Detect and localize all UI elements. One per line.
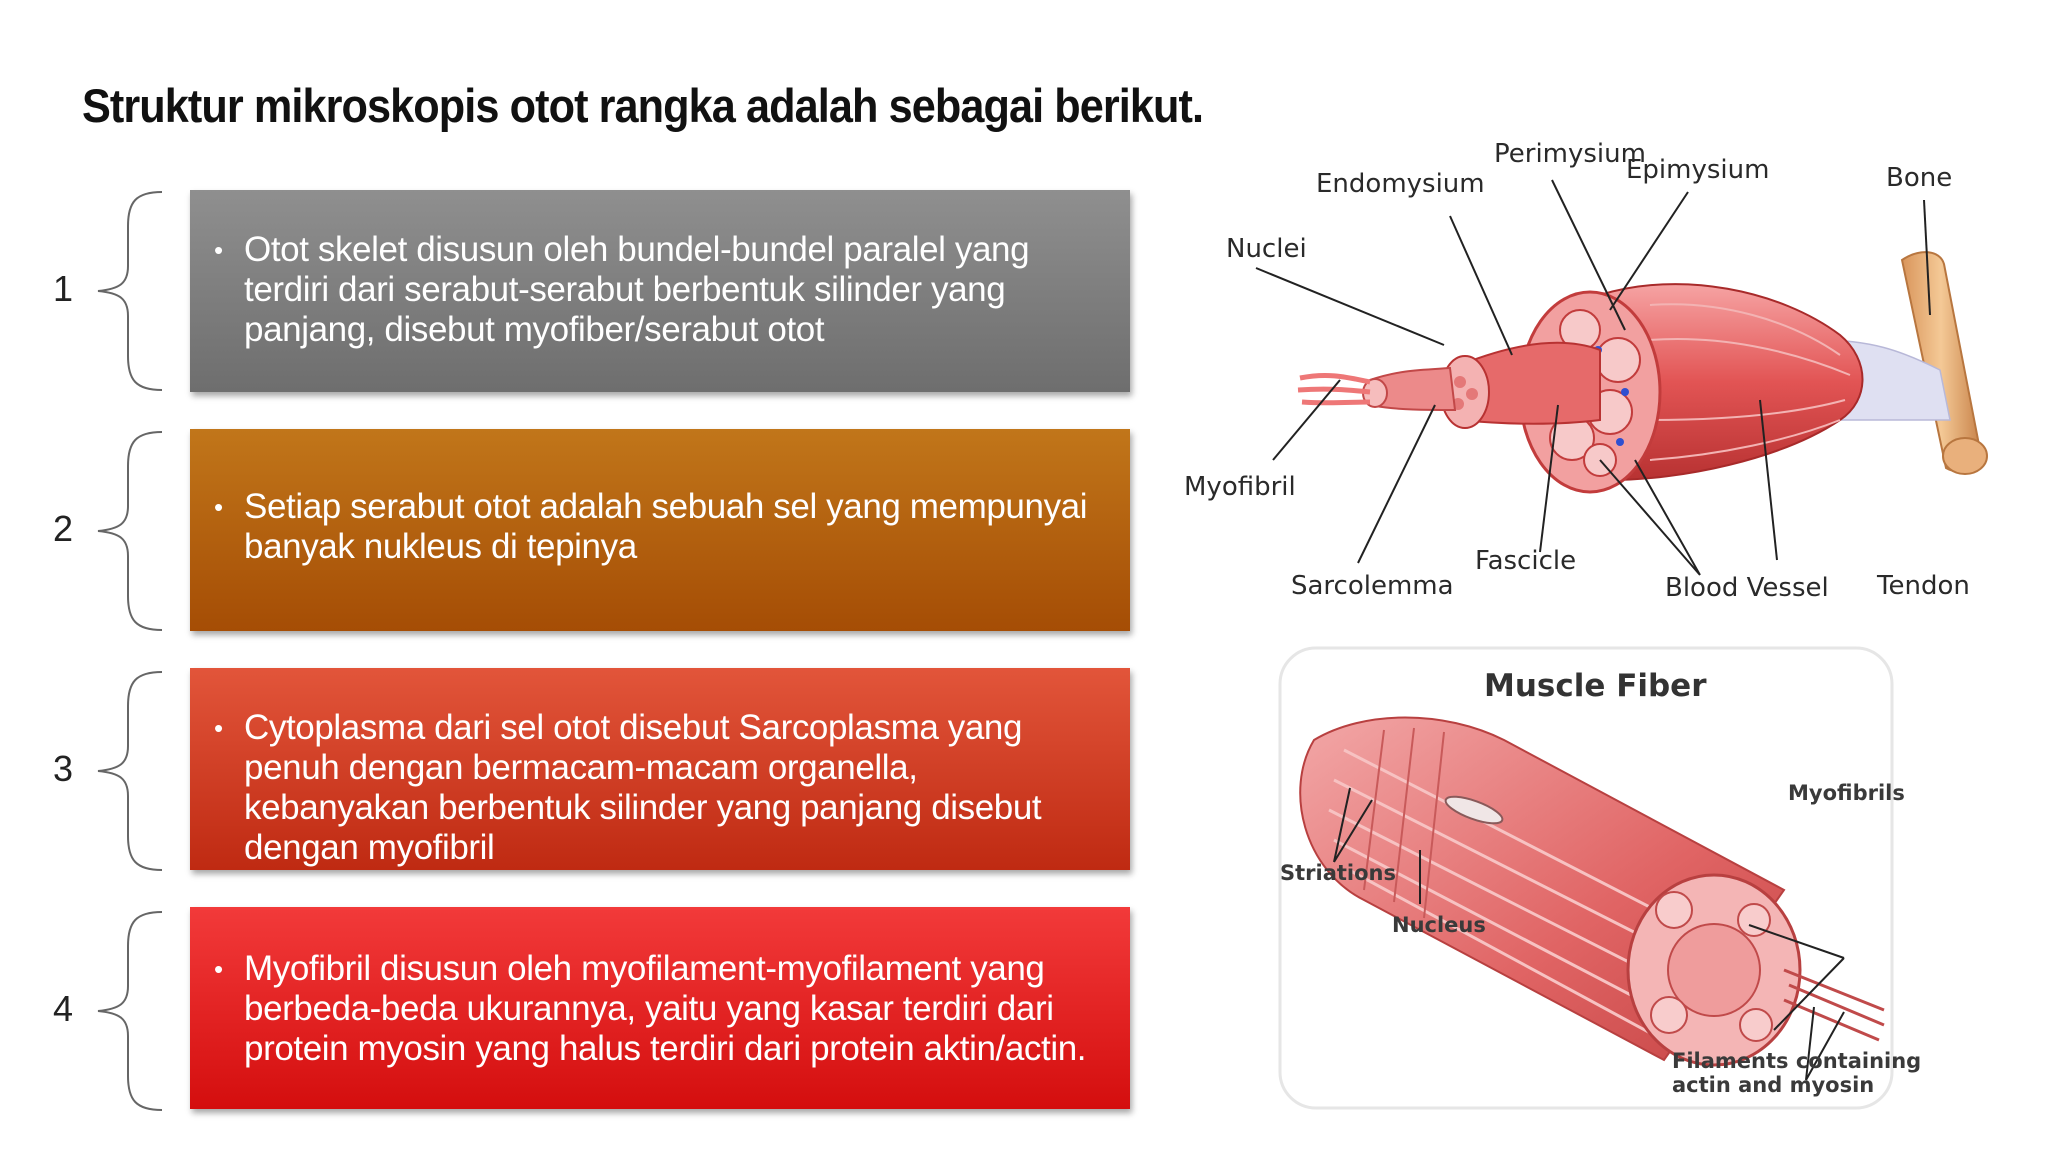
label-nucleus: Nucleus bbox=[1392, 913, 1486, 937]
row-number-2: 2 bbox=[52, 508, 74, 549]
label-fascicle: Fascicle bbox=[1475, 546, 1577, 576]
text-box-1 bbox=[190, 190, 1130, 392]
muscle-fiber-diagram bbox=[1244, 640, 1924, 1120]
slide-title: Struktur mikroskopis otot rangka adalah sebagai berikut. bbox=[82, 79, 1204, 132]
text-box-4 bbox=[190, 907, 1130, 1109]
brace-icon bbox=[92, 428, 166, 634]
fiber-title: Muscle Fiber bbox=[1484, 668, 1707, 704]
label-epimysium: Epimysium bbox=[1626, 155, 1770, 185]
row-number-4: 4 bbox=[52, 988, 74, 1029]
label-filaments-line-2: actin and myosin bbox=[1672, 1073, 1875, 1097]
bullet-text-2: • Setiap serabut otot adalah sebuah sel yang mempunyai banyak nukleus di tepinya bbox=[204, 487, 1110, 567]
label-striations: Striations bbox=[1280, 861, 1397, 885]
row-number-1: 1 bbox=[52, 268, 74, 309]
brace-icon bbox=[92, 668, 166, 874]
brace-icon bbox=[92, 908, 166, 1114]
label-blood-vessel: Blood Vessel bbox=[1665, 573, 1829, 603]
label-filaments-line-1: Filaments containing bbox=[1672, 1049, 1922, 1073]
label-perimysium: Perimysium bbox=[1494, 139, 1646, 169]
label-myofibril: Myofibril bbox=[1184, 472, 1296, 502]
label-nuclei: Nuclei bbox=[1226, 234, 1307, 264]
label-endomysium: Endomysium bbox=[1316, 169, 1485, 199]
muscle-structure-diagram bbox=[1180, 120, 2020, 630]
bullet-text-1: • Otot skelet disusun oleh bundel-bundel paralel yang terdiri dari serabut-serabut berbentuk silinder yang panjang, disebut myofiber/serabut otot bbox=[204, 230, 1110, 350]
label-myofibrils: Myofibrils bbox=[1788, 781, 1905, 805]
bullet-text-3: • Cytoplasma dari sel otot disebut Sarcoplasma yang penuh dengan bermacam-macam organella, kebanyakan berbentuk silinder yang panjang disebut dengan myofibril bbox=[204, 708, 1110, 868]
label-sarcolemma: Sarcolemma bbox=[1291, 571, 1454, 601]
brace-icon bbox=[92, 188, 166, 394]
text-box-2 bbox=[190, 429, 1130, 631]
myofibril-shape bbox=[1298, 375, 1370, 402]
bullet-text-4: • Myofibril disusun oleh myofilament-myofilament yang berbeda-beda ukurannya, yaitu yang kasar terdiri dari protein myosin yang halus terdiri dari protein aktin/actin. bbox=[204, 949, 1110, 1069]
label-bone: Bone bbox=[1886, 163, 1953, 193]
text-box-3 bbox=[190, 668, 1130, 870]
label-tendon: Tendon bbox=[1877, 571, 1970, 601]
row-number-3: 3 bbox=[52, 748, 74, 789]
